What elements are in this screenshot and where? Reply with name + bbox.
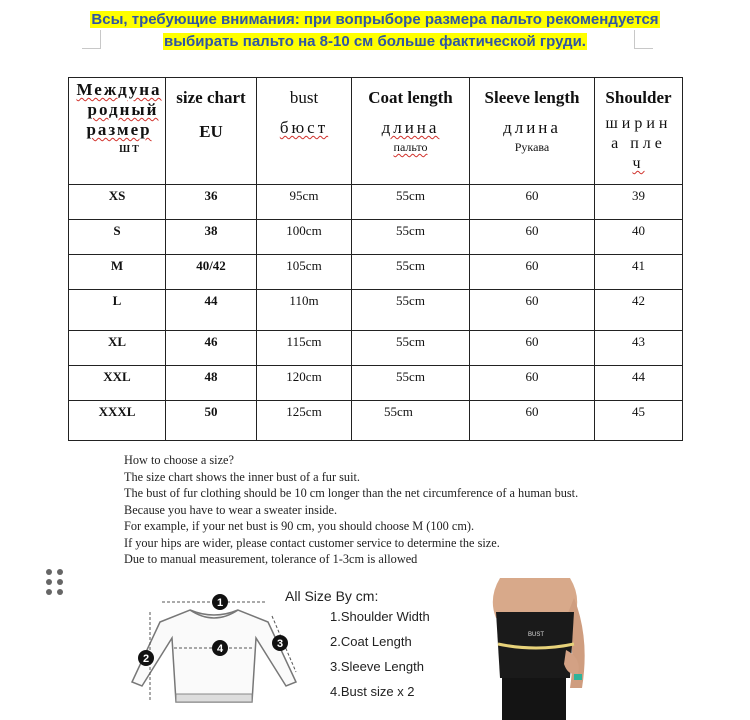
cell-bust: 95cm xyxy=(257,185,352,220)
cell-sleeve: 60 xyxy=(470,366,595,401)
size-chart-table xyxy=(68,77,683,441)
howto-title: How to choose a size? xyxy=(124,453,234,467)
howto-line: For example, if your net bust is 90 cm, you should choose M (100 cm). xyxy=(124,519,475,533)
cell-shoulder: 42 xyxy=(595,290,683,331)
sweater-measurement-diagram xyxy=(128,590,300,710)
cell-sleeve: 60 xyxy=(470,331,595,366)
drag-handle-icon[interactable] xyxy=(46,569,66,599)
sweater-outline xyxy=(132,610,296,702)
header-coat-length xyxy=(352,78,470,185)
cell-size: XS xyxy=(69,185,166,220)
cell-bust: 110m xyxy=(257,290,352,331)
cell-sleeve: 60 xyxy=(470,401,595,441)
header-bust xyxy=(257,78,352,185)
all-size-item: 4.Bust size x 2 xyxy=(330,684,415,699)
header-sleeve-length-label: Sleeve length xyxy=(484,88,580,107)
table-row xyxy=(69,255,683,290)
cell-shoulder: 43 xyxy=(595,331,683,366)
header-sleeve-length xyxy=(470,78,595,185)
cell-size: M xyxy=(69,255,166,290)
cell-shoulder: 41 xyxy=(595,255,683,290)
header-shoulder-label: Shoulder xyxy=(605,88,672,107)
cell-bust: 125cm xyxy=(257,401,352,441)
marker-3-label: 3 xyxy=(276,638,284,650)
cell-sleeve: 60 xyxy=(470,185,595,220)
header-note-text: Всы, требующие внимания: при вопрыборе размера пальто рекомендуется выбирать пальто на 8-10 см больше фактической груди. xyxy=(91,11,659,50)
cell-coat: 55cm xyxy=(352,185,470,220)
cell-coat: 55cm xyxy=(352,220,470,255)
cell-bust: 100cm xyxy=(257,220,352,255)
cell-eu: 50 xyxy=(166,401,257,441)
intl-line: ШТ xyxy=(119,144,141,155)
shoulder-line: ширин xyxy=(605,115,672,132)
table-row xyxy=(69,220,683,255)
howto-line: The size chart shows the inner bust of a fur suit. xyxy=(124,469,360,484)
cell-eu: 48 xyxy=(166,366,257,401)
cell-coat: 55cm xyxy=(352,290,470,331)
header-international-size xyxy=(69,78,166,185)
all-size-list xyxy=(330,608,430,708)
model-waist xyxy=(502,678,566,720)
all-size-item: 2.Coat Length xyxy=(330,634,412,649)
how-to-choose-text xyxy=(124,452,594,568)
howto-line: If your hips are wider, please contact customer service to determine the size. xyxy=(124,535,500,550)
cell-shoulder: 39 xyxy=(595,185,683,220)
cell-shoulder: 44 xyxy=(595,366,683,401)
table-row xyxy=(69,185,683,220)
model-bracelet xyxy=(574,674,582,680)
header-size-chart xyxy=(166,78,257,185)
cell-sleeve: 60 xyxy=(470,255,595,290)
table-row xyxy=(69,366,683,401)
cell-size: XXXL xyxy=(69,401,166,441)
marker-2-label: 2 xyxy=(142,653,150,665)
table-row xyxy=(69,401,683,441)
howto-line: Due to manual measurement, tolerance of 1-3cm is allowed xyxy=(124,552,418,566)
header-bust-ru: бюст xyxy=(279,118,329,137)
header-coat-length-label: Coat length xyxy=(368,88,453,107)
cell-coat: 55cm xyxy=(352,331,470,366)
marker-1-label: 1 xyxy=(216,597,224,609)
cell-coat: 55cm xyxy=(352,366,470,401)
all-size-item: 3.Sleeve Length xyxy=(330,659,424,674)
howto-line: The bust of fur clothing should be 10 cm longer than the net circumference of a human bust. xyxy=(124,486,579,500)
header-size-chart-label: size chart xyxy=(176,88,246,107)
header-coat-length-ru: длина xyxy=(381,118,440,137)
cell-bust: 105cm xyxy=(257,255,352,290)
header-sleeve-length-ru: длина xyxy=(503,118,561,137)
cell-bust: 115cm xyxy=(257,331,352,366)
header-eu-label: EU xyxy=(199,122,223,141)
intl-line: размер xyxy=(86,120,152,139)
cell-sleeve: 60 xyxy=(470,290,595,331)
model-bust-label: BUST xyxy=(527,632,545,638)
header-sleeve-length-ru2: Рукава xyxy=(514,140,550,154)
cell-shoulder: 40 xyxy=(595,220,683,255)
cell-eu: 36 xyxy=(166,185,257,220)
cell-eu: 40/42 xyxy=(166,255,257,290)
table-row xyxy=(69,290,683,331)
marker-4-label: 4 xyxy=(216,643,224,655)
shoulder-line: а пле xyxy=(611,135,666,152)
header-shoulder xyxy=(595,78,683,185)
table-row xyxy=(69,331,683,366)
cell-eu: 38 xyxy=(166,220,257,255)
cell-eu: 44 xyxy=(166,290,257,331)
shoulder-line: ч xyxy=(632,155,645,172)
header-bust-label: bust xyxy=(289,88,319,107)
howto-line: Because you have to wear a sweater inside. xyxy=(124,502,338,517)
header-coat-length-ru2: пальто xyxy=(393,140,428,154)
header-shoulder-ru xyxy=(597,114,680,174)
cell-eu: 46 xyxy=(166,331,257,366)
cell-shoulder: 45 xyxy=(595,401,683,441)
intl-line: Междуна xyxy=(76,80,162,99)
model-bust-photo xyxy=(470,578,600,720)
all-size-item: 1.Shoulder Width xyxy=(330,609,430,624)
cell-sleeve: 60 xyxy=(470,220,595,255)
cell-coat: 55cm xyxy=(352,255,470,290)
cell-coat: 55cm xyxy=(352,401,470,441)
cell-size: XL xyxy=(69,331,166,366)
cell-size: L xyxy=(69,290,166,331)
cell-size: XXL xyxy=(69,366,166,401)
intl-line: родный xyxy=(87,100,159,119)
table-header-row xyxy=(69,78,683,185)
all-size-title: All Size By cm: xyxy=(285,588,379,604)
cell-bust: 120cm xyxy=(257,366,352,401)
sweater-hem xyxy=(176,694,252,702)
cell-size: S xyxy=(69,220,166,255)
header-note xyxy=(90,9,660,53)
